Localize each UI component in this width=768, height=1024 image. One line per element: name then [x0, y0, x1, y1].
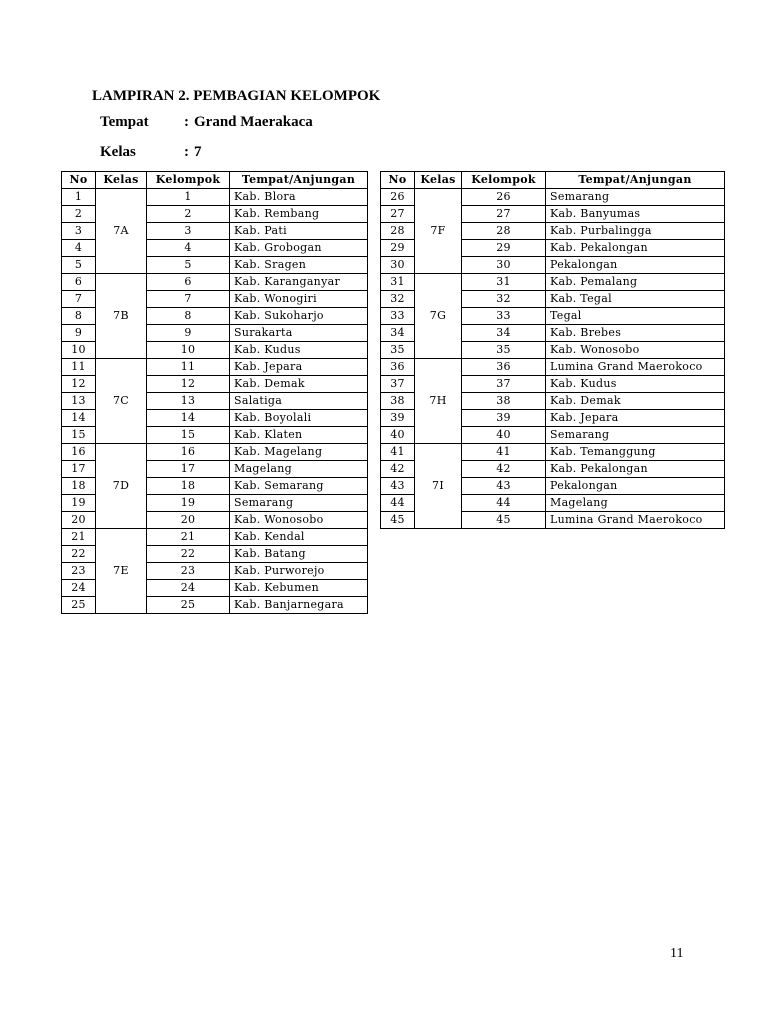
tempat-anjungan-cell: Kab. Temanggung — [546, 444, 725, 461]
kelompok-cell: 9 — [147, 325, 230, 342]
tempat-anjungan-cell: Kab. Pemalang — [546, 274, 725, 291]
kelas-cell: 7B — [96, 274, 147, 359]
kelompok-cell: 23 — [147, 563, 230, 580]
row-number-cell: 16 — [62, 444, 96, 461]
row-number-cell: 42 — [381, 461, 415, 478]
row-number-cell: 44 — [381, 495, 415, 512]
kelompok-cell: 4 — [147, 240, 230, 257]
kelas-cell: 7A — [96, 189, 147, 274]
kelompok-cell: 43 — [462, 478, 546, 495]
tempat-anjungan-header: Tempat/Anjungan — [230, 172, 368, 189]
tempat-anjungan-cell: Pekalongan — [546, 478, 725, 495]
kelompok-cell: 39 — [462, 410, 546, 427]
kelas-cell: 7E — [96, 529, 147, 614]
tempat-anjungan-cell: Kab. Grobogan — [230, 240, 368, 257]
kelompok-cell: 3 — [147, 223, 230, 240]
row-number-cell: 40 — [381, 427, 415, 444]
tempat-anjungan-cell: Kab. Karanganyar — [230, 274, 368, 291]
tempat-anjungan-cell: Kab. Semarang — [230, 478, 368, 495]
table-row — [381, 359, 725, 376]
tempat-anjungan-cell: Kab. Wonosobo — [546, 342, 725, 359]
tempat-anjungan-cell: Kab. Jepara — [230, 359, 368, 376]
tempat-anjungan-cell: Kab. Kudus — [230, 342, 368, 359]
kelompok-cell: 5 — [147, 257, 230, 274]
kelompok-cell: 12 — [147, 376, 230, 393]
tempat-anjungan-cell: Kab. Jepara — [546, 410, 725, 427]
kelompok-header: Kelompok — [462, 172, 546, 189]
row-number-cell: 7 — [62, 291, 96, 308]
tempat-anjungan-cell: Kab. Wonogiri — [230, 291, 368, 308]
table-row — [62, 359, 368, 376]
row-number-cell: 12 — [62, 376, 96, 393]
table-row — [62, 529, 368, 546]
kelompok-cell: 34 — [462, 325, 546, 342]
kelompok-cell: 21 — [147, 529, 230, 546]
row-number-cell: 22 — [62, 546, 96, 563]
row-number-cell: 2 — [62, 206, 96, 223]
kelompok-cell: 32 — [462, 291, 546, 308]
kelompok-cell: 33 — [462, 308, 546, 325]
tempat-anjungan-cell: Kab. Klaten — [230, 427, 368, 444]
tempat-anjungan-cell: Magelang — [230, 461, 368, 478]
tempat-anjungan-cell: Kab. Purbalingga — [546, 223, 725, 240]
row-number-cell: 8 — [62, 308, 96, 325]
row-number-cell: 32 — [381, 291, 415, 308]
kelas-cell: 7I — [415, 444, 462, 529]
kelompok-cell: 25 — [147, 597, 230, 614]
row-number-cell: 19 — [62, 495, 96, 512]
tempat-anjungan-cell: Magelang — [546, 495, 725, 512]
tempat-anjungan-cell: Kab. Pati — [230, 223, 368, 240]
kelompok-cell: 26 — [462, 189, 546, 206]
row-number-cell: 24 — [62, 580, 96, 597]
tempat-anjungan-cell: Kab. Rembang — [230, 206, 368, 223]
tempat-anjungan-cell: Kab. Banyumas — [546, 206, 725, 223]
kelompok-cell: 17 — [147, 461, 230, 478]
kelas-cell: 7C — [96, 359, 147, 444]
table-row — [381, 189, 725, 206]
row-number-cell: 11 — [62, 359, 96, 376]
table-row — [62, 274, 368, 291]
kelas-cell: 7D — [96, 444, 147, 529]
kelompok-cell: 37 — [462, 376, 546, 393]
kelompok-cell: 14 — [147, 410, 230, 427]
kelompok-cell: 10 — [147, 342, 230, 359]
row-number-cell: 35 — [381, 342, 415, 359]
kelompok-cell: 16 — [147, 444, 230, 461]
tempat-anjungan-cell: Kab. Purworejo — [230, 563, 368, 580]
row-number-cell: 25 — [62, 597, 96, 614]
row-number-cell: 34 — [381, 325, 415, 342]
row-number-cell: 45 — [381, 512, 415, 529]
row-number-cell: 3 — [62, 223, 96, 240]
kelas-row — [100, 144, 202, 161]
row-number-cell: 39 — [381, 410, 415, 427]
row-number-cell: 26 — [381, 189, 415, 206]
page-number: 11 — [670, 946, 684, 961]
row-number-cell: 5 — [62, 257, 96, 274]
tempat-anjungan-cell: Kab. Brebes — [546, 325, 725, 342]
kelas-cell: 7H — [415, 359, 462, 444]
kelompok-cell: 45 — [462, 512, 546, 529]
kelompok-cell: 41 — [462, 444, 546, 461]
kelompok-cell: 40 — [462, 427, 546, 444]
kelompok-cell: 24 — [147, 580, 230, 597]
table-row — [381, 274, 725, 291]
document-heading: LAMPIRAN 2. PEMBAGIAN KELOMPOK — [92, 88, 381, 104]
tempat-anjungan-cell: Kab. Magelang — [230, 444, 368, 461]
kelompok-cell: 2 — [147, 206, 230, 223]
kelompok-cell: 29 — [462, 240, 546, 257]
kelompok-cell: 27 — [462, 206, 546, 223]
tempat-label: Tempat — [100, 114, 149, 130]
row-number-cell: 41 — [381, 444, 415, 461]
row-number-cell: 36 — [381, 359, 415, 376]
row-number-cell: 27 — [381, 206, 415, 223]
tempat-anjungan-cell: Salatiga — [230, 393, 368, 410]
row-number-cell: 38 — [381, 393, 415, 410]
kelompok-cell: 18 — [147, 478, 230, 495]
kelompok-cell: 1 — [147, 189, 230, 206]
right-group-table — [380, 171, 725, 529]
row-number-cell: 23 — [62, 563, 96, 580]
kelompok-cell: 13 — [147, 393, 230, 410]
table-row — [62, 189, 368, 206]
tempat-value: Grand Maerakaca — [194, 114, 313, 130]
tempat-anjungan-cell: Lumina Grand Maerokoco — [546, 359, 725, 376]
row-number-cell: 14 — [62, 410, 96, 427]
tempat-anjungan-header: Tempat/Anjungan — [546, 172, 725, 189]
tempat-anjungan-cell: Kab. Sragen — [230, 257, 368, 274]
tempat-anjungan-cell: Kab. Boyolali — [230, 410, 368, 427]
row-number-cell: 6 — [62, 274, 96, 291]
row-number-cell: 28 — [381, 223, 415, 240]
row-number-cell: 21 — [62, 529, 96, 546]
row-number-cell: 1 — [62, 189, 96, 206]
header-row — [381, 172, 725, 189]
table-row — [381, 444, 725, 461]
kelompok-cell: 11 — [147, 359, 230, 376]
row-number-cell: 10 — [62, 342, 96, 359]
kelompok-cell: 8 — [147, 308, 230, 325]
row-number-cell: 9 — [62, 325, 96, 342]
tempat-anjungan-cell: Kab. Blora — [230, 189, 368, 206]
tempat-anjungan-cell: Surakarta — [230, 325, 368, 342]
kelas-value: 7 — [194, 144, 202, 160]
no-header: No — [62, 172, 96, 189]
tempat-anjungan-cell: Kab. Tegal — [546, 291, 725, 308]
row-number-cell: 13 — [62, 393, 96, 410]
tempat-anjungan-cell: Kab. Kudus — [546, 376, 725, 393]
tempat-anjungan-cell: Kab. Demak — [230, 376, 368, 393]
tempat-anjungan-cell: Kab. Pekalongan — [546, 461, 725, 478]
tempat-anjungan-cell: Pekalongan — [546, 257, 725, 274]
tempat-anjungan-cell: Lumina Grand Maerokoco — [546, 512, 725, 529]
tempat-anjungan-cell: Kab. Kendal — [230, 529, 368, 546]
row-number-cell: 31 — [381, 274, 415, 291]
kelompok-cell: 20 — [147, 512, 230, 529]
no-header: No — [381, 172, 415, 189]
kelompok-cell: 30 — [462, 257, 546, 274]
kelompok-cell: 36 — [462, 359, 546, 376]
tempat-anjungan-cell: Kab. Demak — [546, 393, 725, 410]
row-number-cell: 33 — [381, 308, 415, 325]
kelompok-cell: 42 — [462, 461, 546, 478]
kelas-colon: : — [184, 144, 189, 160]
kelompok-cell: 44 — [462, 495, 546, 512]
kelas-cell: 7F — [415, 189, 462, 274]
tempat-row — [100, 114, 313, 131]
row-number-cell: 20 — [62, 512, 96, 529]
kelompok-cell: 19 — [147, 495, 230, 512]
left-group-table — [61, 171, 368, 614]
row-number-cell: 30 — [381, 257, 415, 274]
row-number-cell: 4 — [62, 240, 96, 257]
kelas-cell: 7G — [415, 274, 462, 359]
tempat-anjungan-cell: Semarang — [230, 495, 368, 512]
kelompok-header: Kelompok — [147, 172, 230, 189]
kelompok-cell: 7 — [147, 291, 230, 308]
kelompok-cell: 15 — [147, 427, 230, 444]
row-number-cell: 29 — [381, 240, 415, 257]
kelompok-cell: 35 — [462, 342, 546, 359]
kelompok-cell: 28 — [462, 223, 546, 240]
header-row — [62, 172, 368, 189]
tempat-anjungan-cell: Kab. Banjarnegara — [230, 597, 368, 614]
kelas-header: Kelas — [96, 172, 147, 189]
row-number-cell: 17 — [62, 461, 96, 478]
kelompok-cell: 31 — [462, 274, 546, 291]
row-number-cell: 43 — [381, 478, 415, 495]
tempat-anjungan-cell: Kab. Wonosobo — [230, 512, 368, 529]
tempat-anjungan-cell: Kab. Pekalongan — [546, 240, 725, 257]
table-row — [62, 444, 368, 461]
kelompok-cell: 38 — [462, 393, 546, 410]
tempat-anjungan-cell: Semarang — [546, 189, 725, 206]
row-number-cell: 15 — [62, 427, 96, 444]
kelompok-cell: 6 — [147, 274, 230, 291]
kelompok-cell: 22 — [147, 546, 230, 563]
row-number-cell: 18 — [62, 478, 96, 495]
tempat-anjungan-cell: Semarang — [546, 427, 725, 444]
tempat-anjungan-cell: Tegal — [546, 308, 725, 325]
kelas-header: Kelas — [415, 172, 462, 189]
kelas-label: Kelas — [100, 144, 136, 160]
row-number-cell: 37 — [381, 376, 415, 393]
tempat-anjungan-cell: Kab. Sukoharjo — [230, 308, 368, 325]
tempat-anjungan-cell: Kab. Kebumen — [230, 580, 368, 597]
tempat-colon: : — [184, 114, 189, 130]
tempat-anjungan-cell: Kab. Batang — [230, 546, 368, 563]
